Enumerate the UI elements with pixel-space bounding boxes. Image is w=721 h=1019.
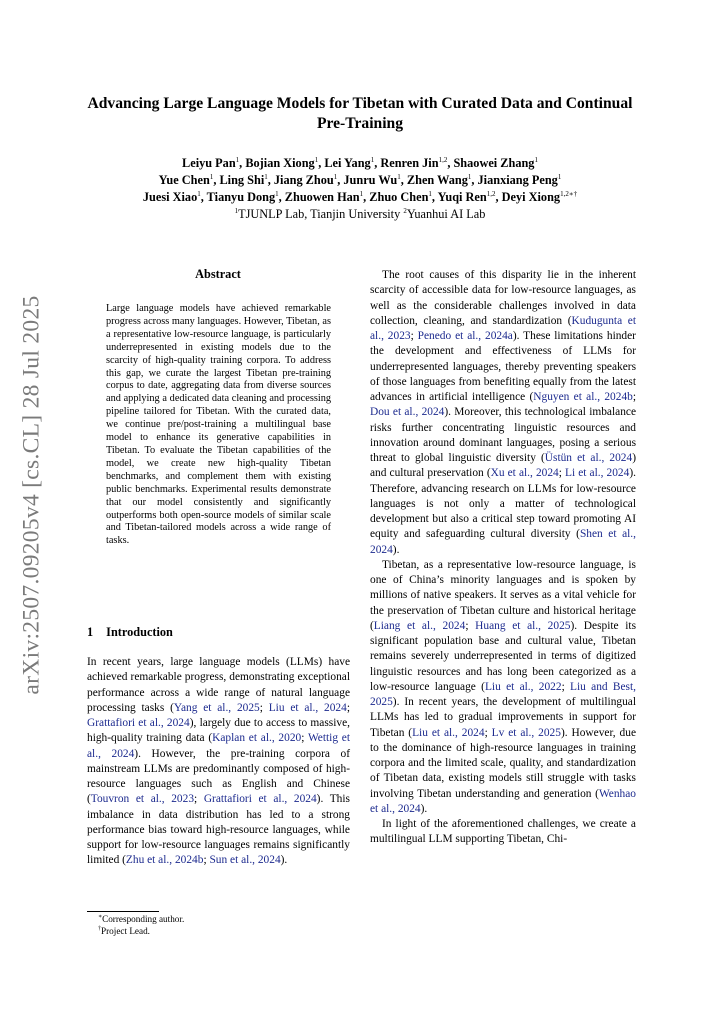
author-name: Junru Wu [343, 173, 398, 187]
affiliation-name: Yuanhui AI Lab [406, 207, 486, 221]
body-text: ; [346, 701, 350, 714]
body-text: ). Moreover, this technological imbalance risks further concentrating linguistic resources and innovation around dominant languages, posing a serious threat to global linguistic diversity ( [370, 406, 637, 464]
citation-link[interactable]: Kudugunta et al., 2023 [370, 314, 636, 342]
footnote-rule [87, 911, 159, 912]
body-text: ). [392, 543, 400, 556]
section-title: Introduction [106, 625, 173, 639]
author-line: Leiyu Pan$^1$, Bojian Xiong$^1$, Lei Yang$^1$, Renren Jin$^{1,2}$, Shaowei Zhang$^1$ [182, 156, 538, 170]
author-name: Zhuowen Han [284, 190, 360, 204]
author-affiliation-marker: 1 [370, 156, 375, 164]
citation-link[interactable]: Huang et al., 2025 [475, 619, 571, 632]
citation-link[interactable]: Touvron et al., 2023 [90, 793, 195, 806]
abstract-heading: Abstract [195, 267, 241, 281]
body-text: ). [420, 802, 428, 815]
author-affiliation-marker: 1 [235, 156, 240, 164]
body-text: ; [484, 726, 492, 739]
author-affiliation-marker: 1 [333, 173, 338, 181]
citation-link[interactable]: Üstün et al., 2024 [544, 452, 633, 464]
affiliations [80, 206, 640, 222]
paragraph [370, 817, 636, 848]
citation-link[interactable]: Zhu et al., 2024b [125, 854, 204, 867]
author-name: Yue Chen [158, 173, 210, 187]
citation-link[interactable]: Xu et al., 2024 [490, 467, 559, 480]
citation-link[interactable]: Li et al., 2024 [565, 467, 630, 480]
footnote-text: Project Lead. [101, 926, 150, 936]
author-name: Renren Jin [380, 156, 439, 170]
citation-link[interactable]: Lv et al., 2025 [491, 726, 561, 739]
author-name: Juesi Xiao [142, 190, 198, 204]
citation-link[interactable]: Liu et al., 2024 [412, 726, 485, 739]
body-text: ) and cultural preservation ( [370, 452, 636, 480]
citation-link[interactable]: Nguyen et al., 2024b [533, 391, 633, 403]
citation-link[interactable]: Yang et al., 2025 [173, 701, 260, 714]
author-name: Deyi Xiong [501, 190, 561, 204]
citation-link[interactable]: Wenhao et al., 2024 [370, 787, 636, 815]
author-name: Zhen Wang [406, 173, 468, 187]
body-text: ). In recent years, the development of multilingual LLMs has led to gradual improvements in support for Tibetan ( [370, 696, 636, 739]
affiliation-marker: 2 [403, 207, 407, 215]
citation-link[interactable]: Liu et al., 2022 [484, 680, 562, 693]
footnote [98, 925, 150, 937]
body-text: ; [301, 732, 308, 745]
citation-link[interactable]: Liu and Best, 2025 [370, 680, 636, 708]
author-name: Leiyu Pan [182, 156, 236, 170]
body-text: ; [194, 793, 204, 806]
left-column [87, 655, 350, 869]
author-name: Lei Yang [324, 156, 371, 170]
author-affiliation-marker: 1 [314, 156, 319, 164]
body-text: ; [410, 330, 418, 342]
body-text: ). [280, 854, 288, 867]
paragraph [370, 558, 636, 817]
author-affiliation-marker: 1,2∗† [560, 190, 578, 198]
citation-link[interactable]: Kaplan et al., 2020 [212, 732, 302, 745]
paper-title: Advancing Large Language Models for Tibetan with Curated Data and Continual Pre-Training [87, 95, 633, 132]
affiliation-name: TJUNLP Lab, Tianjin University [238, 207, 401, 221]
arxiv-stamp-text: arXiv:2507.09205v4 [cs.CL] 28 Jul 2025 [18, 295, 45, 695]
body-text: ; [465, 619, 476, 632]
section-heading [87, 625, 173, 640]
author-affiliation-marker: 1 [209, 173, 214, 181]
author-list [80, 155, 640, 206]
body-text: The root causes of this disparity lie in the inherent scarcity of accessible data for low-resource languages, as well as the considerable challenges involved in data collection, cleaning, and standardization ( [370, 269, 636, 327]
body-text: ), largely due to access to massive, high-quality training data ( [87, 717, 350, 745]
author-name: Zhuo Chen [369, 190, 429, 204]
body-text: Tibetan, as a representative low-resource language, is one of China’s minority languages and is spoken by millions of native speakers. It serves as a vital vehicle for the preservation of Tibetan culture and historical heritage ( [370, 558, 636, 632]
body-text: ; [259, 701, 269, 714]
author-name: Bojian Xiong [245, 156, 315, 170]
author-affiliation-marker: 1 [275, 190, 279, 198]
body-text: In recent years, large language models (LLMs) have achieved remarkable progress, demonstrating exceptional performance across a wide range of natural language processing tasks ( [87, 656, 350, 714]
body-text: In light of the aforementioned challenges, we create a multilingual LLM supporting Tibetan, Chi- [370, 818, 636, 846]
citation-link[interactable]: Liu et al., 2024 [268, 701, 347, 714]
body-text: ). However, due to the dominance of high-resource languages in training corpora and the limited scale, quality, and standardization of Tibetan data, existing models still struggle with tasks involving Tibetan understanding and generation ( [370, 726, 636, 800]
author-line: Yue Chen$^1$, Ling Shi$^1$, Jiang Zhou$^1$, Junru Wu$^1$, Zhen Wang$^1$, Jianxiang Peng$^1$ [158, 173, 562, 187]
right-column [370, 268, 636, 848]
author-name: Yuqi Ren [437, 190, 487, 204]
author-affiliation-marker: 1,2 [486, 190, 496, 198]
affiliation-marker: 1 [234, 207, 239, 215]
citation-link[interactable]: Shen et al., 2024 [370, 528, 636, 556]
author-name: Shaowei Zhang [453, 156, 535, 170]
arxiv-stamp [12, 295, 52, 695]
footnote-symbol: † [98, 926, 101, 932]
author-name: Ling Shi [219, 173, 265, 187]
citation-link[interactable]: Grattafiori et al., 2024 [87, 717, 190, 729]
author-affiliation-marker: 1 [197, 190, 201, 198]
footnote-symbol: ∗ [98, 914, 103, 920]
author-affiliation-marker: 1 [359, 190, 364, 198]
citation-link[interactable]: Dou et al., 2024 [370, 406, 445, 419]
body-text: ; [632, 391, 637, 403]
author-affiliation-marker: 1,2 [438, 156, 448, 164]
author-name: Tianyu Dong [206, 190, 276, 204]
body-text: ; [561, 680, 571, 693]
citation-link[interactable]: Liang et al., 2024 [373, 619, 466, 632]
paragraph [87, 655, 350, 869]
section-number: 1 [87, 625, 94, 639]
paragraph [370, 268, 636, 558]
author-name: Jianxiang Peng [477, 173, 558, 187]
author-name: Jiang Zhou [273, 173, 334, 187]
author-affiliation-marker: 1 [264, 173, 268, 181]
body-text: ). Despite its significant population base and cultural value, Tibetan remains severely underrepresented in terms of digitized linguistic resources and has long been categorized as a low-resource language ( [370, 619, 637, 693]
author-affiliation-marker: 1 [467, 173, 472, 181]
body-text: ). However, the pre-training corpora of mainstream LLMs are predominantly composed of high-resource languages such as English and Chinese ( [87, 747, 350, 806]
author-line: Juesi Xiao$^1$, Tianyu Dong$^1$, Zhuowen Han$^1$, Zhuo Chen$^1$, Yuqi Ren$^{1,2}$, Deyi Xiong$^{1,2∗\dagger}$ [142, 190, 578, 204]
citation-link[interactable]: Sun et al., 2024 [209, 854, 281, 867]
author-affiliation-marker: 1 [557, 173, 562, 181]
body-text: ; [558, 467, 565, 480]
citation-link[interactable]: Wettig et al., 2024 [87, 732, 350, 760]
body-text: ). This imbalance in data distribution has led to a strong performance bias toward high-resource languages, while support for low-resource languages remains significantly limited ( [87, 793, 350, 867]
author-affiliation-marker: 1 [397, 173, 401, 181]
citation-link[interactable]: Grattafiori et al., 2024 [203, 793, 317, 806]
footnote [98, 913, 184, 925]
body-text: ). Therefore, advancing research on LLMs for low-resource languages is not only a matter of technological development but also a critical step toward promoting AI equity and safeguarding cultural diversity ( [370, 467, 636, 541]
author-affiliation-marker: 1 [534, 156, 538, 164]
author-affiliation-marker: 1 [428, 190, 432, 198]
footnote-text: Corresponding author. [102, 914, 185, 924]
citation-link[interactable]: Penedo et al., 2024a [417, 330, 513, 342]
body-text: ). These limitations hinder the development and effectiveness of LLMs for underrepresented languages, thereby preventing speakers of those languages from benefiting equally from the latest advances in artificial intelligence ( [370, 330, 636, 403]
body-text: ; [203, 854, 210, 867]
abstract-body: Large language models have achieved remarkable progress across many languages. However, Tibetan, as a representative low-resource language, is particularly underrepresented in existing models due to the scarcity of high-quality training corpora. To address this gap, we curate the largest Tibetan pre-training corpus to date, aggregating data from diverse sources and applying a dedicated data cleaning and processing pipeline tailored for Tibetan. With the curated data, we continue pre/post-training a multilingual base model to enhance its generative capabilities in Tibetan. To evaluate the Tibetan capabilities of the model, we create new high-quality Tibetan benchmarks, and complement them with existing public benchmarks. Experimental results demonstrate that our model consistently and significantly outperforms both open-source models of similar scale and Tibetan-tailored models across a wide range of tasks. [106, 303, 331, 547]
